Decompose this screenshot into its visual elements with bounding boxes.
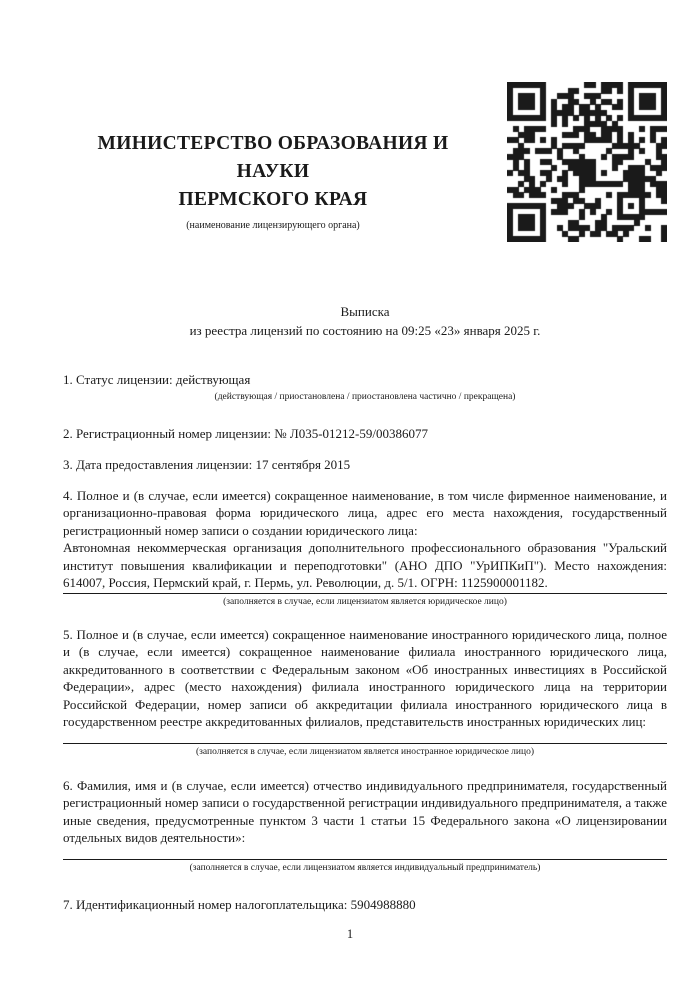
document-header xyxy=(63,80,667,242)
ministry-caption: (наименование лицензирующего органа) xyxy=(186,220,360,231)
registration-number-text: 2. Регистрационный номер лицензии: № Л035-01212-59/00386077 xyxy=(63,425,429,441)
licensing-authority xyxy=(63,80,483,232)
ministry-name-line1: МИНИСТЕРСТВО ОБРАЗОВАНИЯ И НАУКИ xyxy=(97,133,449,182)
qr-code-icon xyxy=(507,82,667,242)
foreign-entity-question: 5. Полное и (в случае, если имеется) сокращенное наименование иностранного юридического лица, полное и (в случае, если имеется) сокращенное наименование филиала иностранного юридического лица, аккредитованного в соответствии с Федеральным законом «Об иностранных инвестициях в Российской Федерации», адрес (место нахождения) филиала иностранного юридического лица на территории Российской Федерации, номер записи об аккредитации филиала иностранного юридического лица в государственном реестре аккредитованных филиалов, представительств иностранных юридических лиц: xyxy=(63,626,667,729)
fill-in-line xyxy=(63,859,667,860)
item-license-date xyxy=(63,456,667,474)
document-title-line2: из реестра лицензий по состоянию на 09:25 «23» января 2025 г. xyxy=(189,323,541,338)
fill-in-line xyxy=(63,743,667,744)
item-individual-entrepreneur xyxy=(63,777,667,875)
license-date-text: 3. Дата предоставления лицензии: 17 сентября 2015 xyxy=(63,457,351,472)
item-registration-number xyxy=(63,425,667,443)
entrepreneur-question: 6. Фамилия, имя и (в случае, если имеется) отчество индивидуального предпринимателя, государственный регистрационный номер записи о государственной регистрации индивидуального предпринимателя, а также иные сведения, предусмотренные пунктом 3 части 1 статьи 15 Федерального закона «О лицензировании отдельных видов деятельности»: xyxy=(63,777,667,845)
item-taxpayer-number xyxy=(63,896,667,914)
ministry-name-line2: ПЕРМСКОГО КРАЯ xyxy=(178,189,368,210)
license-status-caption: (действующая / приостановлена / приостановлена частично / прекращена) xyxy=(214,391,516,402)
item-legal-entity xyxy=(63,487,667,609)
fill-in-line xyxy=(63,593,667,594)
document-title xyxy=(63,302,667,340)
empty-answer-space xyxy=(63,847,667,859)
license-status-text: 1. Статус лицензии: действующая xyxy=(63,372,251,387)
foreign-entity-caption: (заполняется в случае, если лицензиатом является иностранное юридическое лицо) xyxy=(196,746,534,757)
legal-entity-question: 4. Полное и (в случае, если имеется) сокращенное наименование, в том числе фирменное наименование, и организационно-правовая форма юридического лица, адрес его места нахождения, государственный регистрационный номер записи о создании юридического лица: xyxy=(63,487,667,538)
ministry-name xyxy=(63,130,483,214)
item-foreign-entity xyxy=(63,626,667,759)
taxpayer-number-text: 7. Идентификационный номер налогоплательщика: 5904988880 xyxy=(63,896,416,912)
item-license-status xyxy=(63,371,667,404)
legal-entity-caption: (заполняется в случае, если лицензиатом является юридическое лицо) xyxy=(223,596,507,607)
document-title-line1: Выписка xyxy=(340,304,390,319)
qr-code xyxy=(507,82,667,242)
page-number: 1 xyxy=(346,927,354,941)
entrepreneur-caption: (заполняется в случае, если лицензиатом является индивидуальный предприниматель) xyxy=(189,862,541,873)
legal-entity-value: Автономная некоммерческая организация дополнительного профессионального образования "Уральский институт повышения квалификации и переподготовки" (АНО ДПО "УрИПКиП"). Место нахождения: 614007, Россия, Пермский край, г. Пермь, ул. Революции, д. 5/1. ОГРН: 1125900001182. xyxy=(63,540,667,590)
empty-answer-space xyxy=(63,731,667,743)
